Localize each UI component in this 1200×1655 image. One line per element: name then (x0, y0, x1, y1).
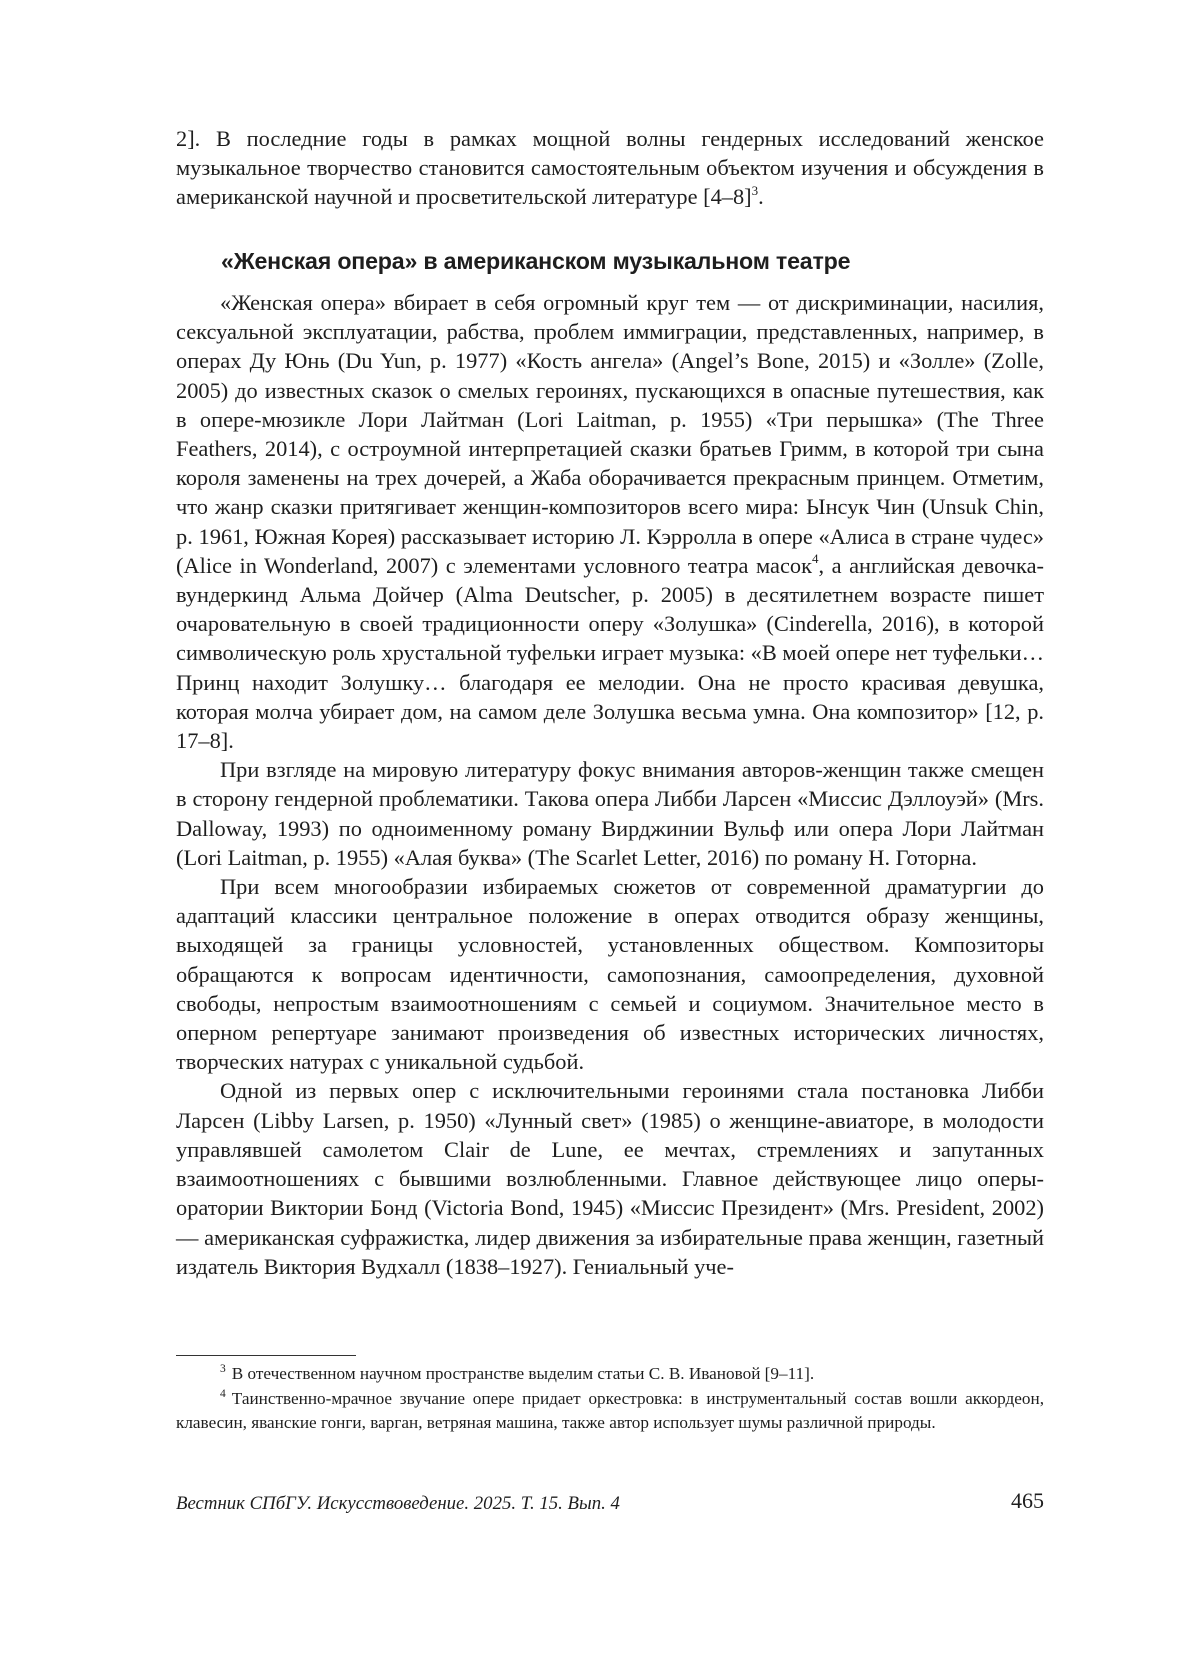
footnote-text: В отечественном научном пространстве выделим статьи С. В. Ивановой [9–11]. (231, 1364, 815, 1383)
body-paragraph-3: При всем многообразии избираемых сюжетов от современной драматургии до адаптаций классики центральное положение в операх отводится образу женщины, выходящей за границы условностей, установленных обществом. Композиторы обращаются к вопросам идентичности, самопознания, самоопределения, духовной свободы, непростым взаимоотношениям с семьей и социумом. Значительное место в оперном репертуаре занимают произведения об известных исторических личностях, творческих натурах с уникальной судьбой. (176, 874, 1044, 1075)
body-paragraph-1-part-b: , а английская девочка-вундеркинд Альма Дойчер (Alma Deutscher, р. 2005) в десятилетнем возрасте пишет очаровательную в своей традиционности оперу «Золушка» (Cinderella, 2016), в которой символическую роль хрустальной туфельки играет музыка: «В моей опере нет туфельки… Принц находит Золушку… благодаря ее мелодии. Она не просто красивая девушка, которая молча убирает дом, на самом деле Золушка весьма умна. Она композитор» [12, р. 17–8]. (176, 552, 1044, 754)
footnotes (176, 1362, 1044, 1436)
footnote-number: 4 (220, 1387, 226, 1400)
intro-text-part2: . (758, 184, 764, 210)
footnote-text: Таинственно-мрачное звучание опере придает оркестровка: в инструментальный состав вошли аккордеон, клавесин, яванские гонги, варган, ветряная машина, также автор использует шумы различной природы. (176, 1388, 1044, 1433)
body-paragraph-1-part-a: «Женская опера» вбирает в себя огромный круг тем — от дискриминации, насилия, сексуальной эксплуатации, рабства, проблем иммиграции, представленных, например, в операх Ду Юнь (Du Yun, р. 1977) «Кость ангела» (Angel’s Bone, 2015) и «Золле» (Zolle, 2005) до известных сказок о смелых героинях, пускающихся в опасные путешествия, как в опере-мюзикле Лори Лайтман (Lori Laitman, р. 1955) «Три перышка» (The Three Feathers, 2014), с остроумной интерпретацией сказки братьев Гримм, в которой три сына короля заменены на трех дочерей, а Жаба оборачивается прекрасным принцем. Отметим, что жанр сказки притягивает женщин-композиторов всего мира: Ынсук Чин (Unsuk Chin, р. 1961, Южная Корея) рассказывает историю Л. Кэрролла в опере «Алиса в стране чудес» (Alice in Wonderland, 2007) с элементами условного театра масок (176, 290, 1044, 578)
footnote-3 (176, 1362, 1044, 1387)
page-number: 465 (1011, 1488, 1044, 1513)
body-paragraph-2: При взгляде на мировую литературу фокус внимания авторов-женщин также смещен в сторону гендерной проблематики. Такова опера Либби Ларсен «Миссис Дэллоуэй» (Mrs. Dalloway, 1993) по одноименному роману Вирджинии Вульф или опера Лори Лайтман (Lori Laitman, р. 1955) «Алая буква» (The Scarlet Letter, 2016) по роману Н. Готорна. (176, 757, 1044, 870)
footnote-ref-4[interactable]: 4 (811, 551, 819, 567)
intro-text-part1: 2]. В последние годы в рамках мощной волны гендерных исследований женское музыкальное творчество становится самостоятельным объектом изучения и обсуждения в американской научной и просветительской литературе [4–8] (176, 126, 1044, 210)
section-heading: «Женская опера» в американском музыкальном театре (221, 248, 851, 274)
intro-paragraph (176, 124, 1044, 212)
footnote-divider (176, 1355, 356, 1356)
body-paragraph-4: Одной из первых опер с исключительными героинями стала постановка Либби Ларсен (Libby Larsen, р. 1950) «Лунный свет» (1985) о женщине-авиаторе, в молодости управлявшей самолетом Clair de Lune, ее мечтах, стремлениях и запутанных взаимоотношениях с бывшими возлюбленными. Главное действующее лицо оперы-оратории Виктории Бонд (Victoria Bond, 1945) «Миссис Президент» (Mrs. President, 2002) — американская суфражистка, лидер движения за избирательные права женщин, газетный издатель Виктория Вудхалл (1838–1927). Гениальный уче- (176, 1078, 1044, 1279)
footnote-4 (176, 1387, 1044, 1436)
footnote-number: 3 (220, 1363, 226, 1376)
journal-footer: Вестник СПбГУ. Искусствоведение. 2025. Т. 15. Вып. 4 (176, 1493, 620, 1514)
body-text (176, 288, 1044, 1281)
intro-text (176, 124, 1044, 212)
body-paragraph-1 (176, 288, 1044, 755)
footnote-ref-3[interactable]: 3 (751, 182, 759, 198)
